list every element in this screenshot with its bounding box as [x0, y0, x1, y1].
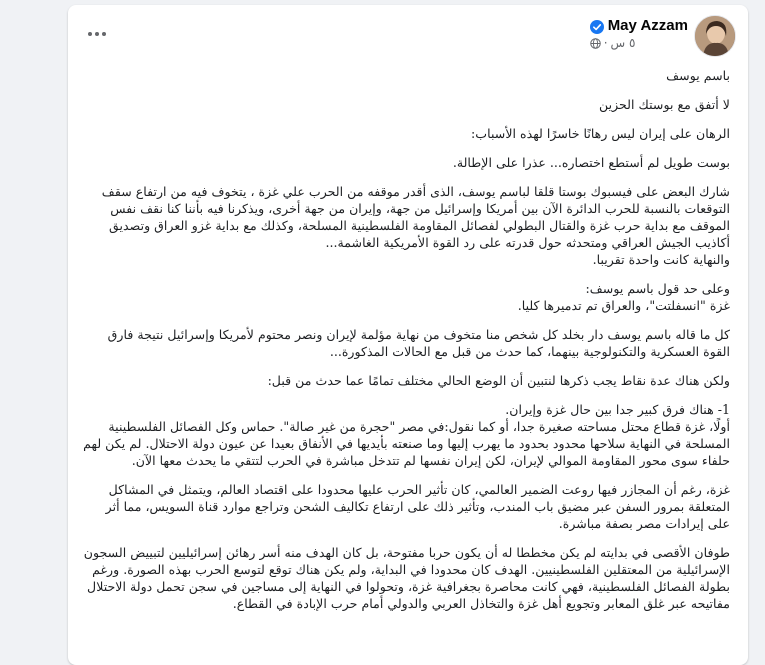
meta-separator: · [603, 36, 608, 50]
author-block [590, 17, 688, 50]
verified-badge-icon [590, 19, 604, 33]
author-line [590, 17, 688, 34]
post-paragraph: طوفان الأقصى في بدايته لم يكن مخططا له أن يكون حربا مفتوحة، بل كان الهدف منه أسر رهائن إسرائيليين لتبييض السجون الإسرائيلية من المعتقلين الفلسطينيين. الهدف كان محدودا في البداية، ولم يكن هناك توقع لتوسع الحرب بهذه الصورة. ورغم بطولة الفصائل الفلسطينية، فهي كانت محاصرة بجغرافية غزة، وتحولوا في النهاية إلى مساجين في سجن تحمل دولة الاحتلال مفاتيحه عبر غلق المعابر وتجويع أهل غزة والتخاذل العربي والدولي أمام حرب الإبادة في القطاع. [83, 545, 730, 611]
globe-icon[interactable] [590, 38, 601, 49]
post-meta [590, 36, 688, 50]
post-paragraph: كل ما قاله باسم يوسف دار بخلد كل شخص منا متخوف من نهاية مؤلمة لإيران ونصر محتوم لأمريكا وإسرائيل نتيجة فارق القوة العسكرية والتكنولوجية بينهما، كما حدث من قبل مع الحالات المذكورة... [107, 327, 730, 359]
post-paragraph: لا أتفق مع بوستك الحزين [598, 97, 730, 112]
post-paragraph: بوست طويل لم أستطع اختصاره... عذرا على الإطالة. [452, 155, 730, 170]
post-paragraph: 1- هناك فرق كبير جدا بين حال غزة وإيران. أولًا، غزة قطاع محتل مساحته صغيرة جدا، أو كما نقول:في مصر "حجرة من غير صالة". حماس وكل الفصائل الفلسطينية المسلحة في النهاية سلاحها محدود بحدود ما يهرب إليها وما صنعته بأيديها في الأنفاق بعيدا عن عيون دولة الاحتلال. لم يكن لهم حلفاء سوى محور المقاومة الموالي لإيران، لكن إيران نفسها لم تتدخل مباشرة في الحرب لتتقي ما يحدث معها الآن. [83, 402, 730, 468]
post-card [68, 5, 748, 665]
post-timestamp[interactable]: ٥ س [610, 36, 636, 50]
post-paragraph: وعلى حد قول باسم يوسف: غزة "انسفلتت"، والعراق تم تدميرها كليا. [517, 281, 730, 313]
post-paragraph: غزة، رغم أن المجازر فيها روعت الضمير العالمي، كان تأثير الحرب عليها محدودا على اقتصاد العالم، ويتمثل في المشاكل المتعلقة بمرور السفن عبر مضيق باب المندب، وتأثير ذلك على ارتفاع تكاليف الشحن وتراجع موارد قناة السويس، مما أثر على إيرادات مصر بصفة مباشرة. [105, 482, 730, 531]
post-header [68, 5, 748, 63]
avatar-image [695, 16, 735, 56]
more-horizontal-icon [88, 32, 106, 36]
post-paragraph: الرهان على إيران ليس رهانًا خاسرًا لهذه الأسباب: [471, 126, 730, 141]
post-text [68, 63, 748, 612]
post-paragraph: شارك البعض على فيسبوك بوستا قلقا لباسم يوسف، الذى أقدر موقفه من الحرب علي غزة ، يتخوف فيه من ارتفاع سقف التوقعات بالنسبة للحرب الدائرة الآن بين أمريكا وإسرائيل من جهة، وإيران من جهة أخرى، ويذكرنا فيه بأننا كنا نقف نفس الموقف مع بداية حرب غزة والقتال البطولي لفصائل المقاومة الفلسطينية المسلحة، وكذلك مع بداية غزو العراق وتصديق أكاذيب الجيش العراقي ومتحدثه حول قدرته على رد القوة الأمريكية الغاشمة... والنهاية كانت واحدة تقريبا. [101, 184, 730, 267]
post-paragraph: ولكن هناك عدة نقاط يجب ذكرها لنتبين أن الوضع الحالي مختلف تمامًا عما حدث من قبل: [267, 373, 730, 388]
post-paragraph: باسم يوسف [666, 68, 730, 83]
avatar[interactable] [694, 15, 736, 57]
more-options-button[interactable] [82, 21, 112, 47]
author-name[interactable]: May Azzam [607, 17, 688, 34]
